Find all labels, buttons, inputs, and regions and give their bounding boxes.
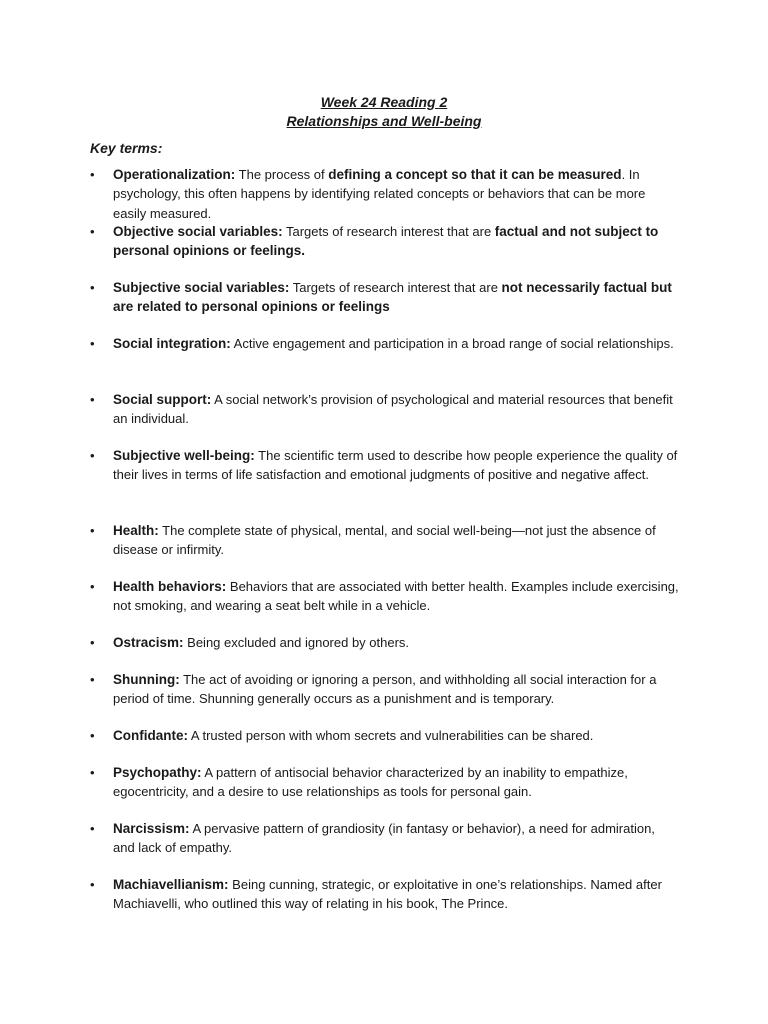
term-definition-tail: . In psychology, this often happens by identifying related concepts or behaviors that can be more easily measured. (113, 167, 646, 221)
term-definition: The complete state of physical, mental, and social well-being—not just the absence of disease or infirmity. (113, 523, 656, 558)
bullet-icon: • (90, 392, 95, 407)
bullet-icon: • (90, 877, 95, 892)
bullet-icon: • (90, 336, 95, 351)
bullet-icon: • (90, 167, 95, 182)
bullet-icon: • (90, 280, 95, 295)
term-definition: A pervasive pattern of grandiosity (in fantasy or behavior), a need for admiration, and lack of empathy. (113, 821, 655, 856)
term-definition: The process of (235, 167, 329, 182)
term-item-social-support (90, 390, 680, 429)
term-definition: A social network’s provision of psychological and material resources that benefit an individual. (113, 392, 673, 427)
term-name: Health behaviors: (113, 579, 227, 594)
bullet-icon: • (90, 224, 95, 239)
term-name: Psychopathy: (113, 765, 202, 780)
term-definition: The scientific term used to describe how people experience the quality of their lives in terms of life satisfaction and emotional judgments of positive and negative affect. (113, 448, 678, 483)
term-name: Machiavellianism: (113, 877, 229, 892)
term-name: Ostracism: (113, 635, 184, 650)
term-name: Confidante: (113, 728, 188, 743)
term-item-psychopathy (90, 763, 680, 802)
term-definition: Being excluded and ignored by others. (183, 635, 410, 650)
term-item-confidante (90, 726, 680, 745)
term-item-subjective-well-being (90, 446, 680, 485)
term-definition: Targets of research interest that are (282, 224, 495, 239)
term-definition: Being cunning, strategic, or exploitative in one’s relationships. Named after Machiavelli, who outlined this way of relating in his book, The Prince. (113, 877, 662, 912)
term-item-ostracism (90, 633, 680, 652)
term-name: Social support: (113, 392, 212, 407)
term-definition: A pattern of antisocial behavior characterized by an inability to empathize, egocentricity, and a desire to use relationships as tools for personal gain. (113, 765, 628, 800)
bullet-icon: • (90, 448, 95, 463)
bullet-icon: • (90, 523, 95, 538)
bullet-icon: • (90, 821, 95, 836)
term-emphasis: factual and not subject to personal opinions or feelings. (113, 224, 659, 259)
term-item-narcissism (90, 819, 680, 858)
term-item-social-integration (90, 334, 680, 353)
bullet-icon: • (90, 672, 95, 687)
term-definition: Behaviors that are associated with better health. Examples include exercising, not smoking, and wearing a seat belt while in a vehicle. (113, 579, 679, 614)
term-emphasis: defining a concept so that it can be measured (328, 167, 622, 182)
term-name: Health: (113, 523, 159, 538)
term-name: Shunning: (113, 672, 180, 687)
document-title: Week 24 Reading 2 (320, 94, 448, 110)
term-item-health-behaviors (90, 577, 680, 616)
term-item-machiavellianism (90, 875, 680, 914)
term-definition: Targets of research interest that are (289, 280, 502, 295)
term-item-objective-social-variables (90, 222, 680, 261)
bullet-icon: • (90, 635, 95, 650)
term-item-subjective-social-variables (90, 278, 680, 317)
term-emphasis: not necessarily factual but are related to personal opinions or feelings (113, 280, 672, 315)
term-name: Operationalization: (113, 167, 236, 182)
term-name: Subjective social variables: (113, 280, 290, 295)
term-definition: The act of avoiding or ignoring a person, and withholding all social interaction for a period of time. Shunning generally occurs as a punishment and is temporary. (113, 672, 657, 707)
term-name: Narcissism: (113, 821, 190, 836)
bullet-icon: • (90, 579, 95, 594)
term-definition: Active engagement and participation in a broad range of social relationships. (230, 336, 674, 351)
term-item-shunning (90, 670, 680, 709)
document-subtitle: Relationships and Well-being (286, 113, 482, 129)
bullet-icon: • (90, 765, 95, 780)
bullet-icon: • (90, 728, 95, 743)
term-name: Objective social variables: (113, 224, 283, 239)
term-name: Subjective well-being: (113, 448, 255, 463)
term-item-operationalization (90, 165, 680, 223)
key-terms-heading: Key terms: (90, 140, 163, 156)
term-name: Social integration: (113, 336, 231, 351)
term-definition: A trusted person with whom secrets and vulnerabilities can be shared. (188, 728, 594, 743)
term-item-health (90, 521, 680, 560)
